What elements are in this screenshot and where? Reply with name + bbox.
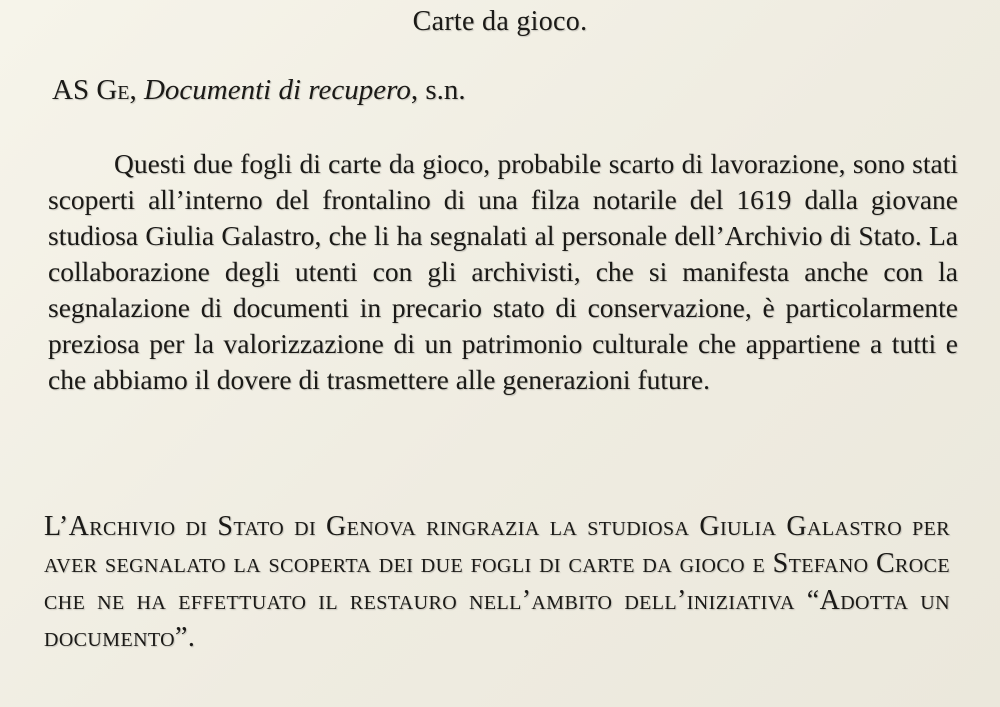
acknowledgement-paragraph: L’Archivio di Stato di Genova ringrazia la studiosa Giulia Galastro per aver segnalato la scoperta dei due fogli di carte da gioco e Stefano Croce che ne ha effettuato il restauro nell’ambito dell’iniziativa “Adotta un documento”.: [44, 511, 950, 653]
citation-number: s.n.: [425, 74, 466, 106]
citation-series: Documenti di recupero: [143, 74, 411, 106]
archival-citation: [52, 74, 952, 107]
citation-separator-1: ,: [129, 74, 144, 106]
citation-separator-2: ,: [410, 74, 426, 106]
citation-archive: AS Ge: [52, 74, 130, 106]
document-title: Carte da gioco.: [412, 6, 588, 37]
body-paragraph: Questi due fogli di carte da gioco, probabile scarto di lavorazione, sono stati scoperti all’interno del frontalino di una filza notarile del 1619 dalla giovane studiosa Giulia Galastro, che li ha segnalati al personale dell’Archivio di Stato. La collaborazione degli utenti con gli archivisti, che si manifesta anche con la segnalazione di documenti in precario stato di conservazione, è particolarmente preziosa per la valorizzazione di un patrimonio culturale che appartiene a tutti e che abbiamo il dovere di trasmettere alle generazioni future.: [48, 148, 958, 395]
